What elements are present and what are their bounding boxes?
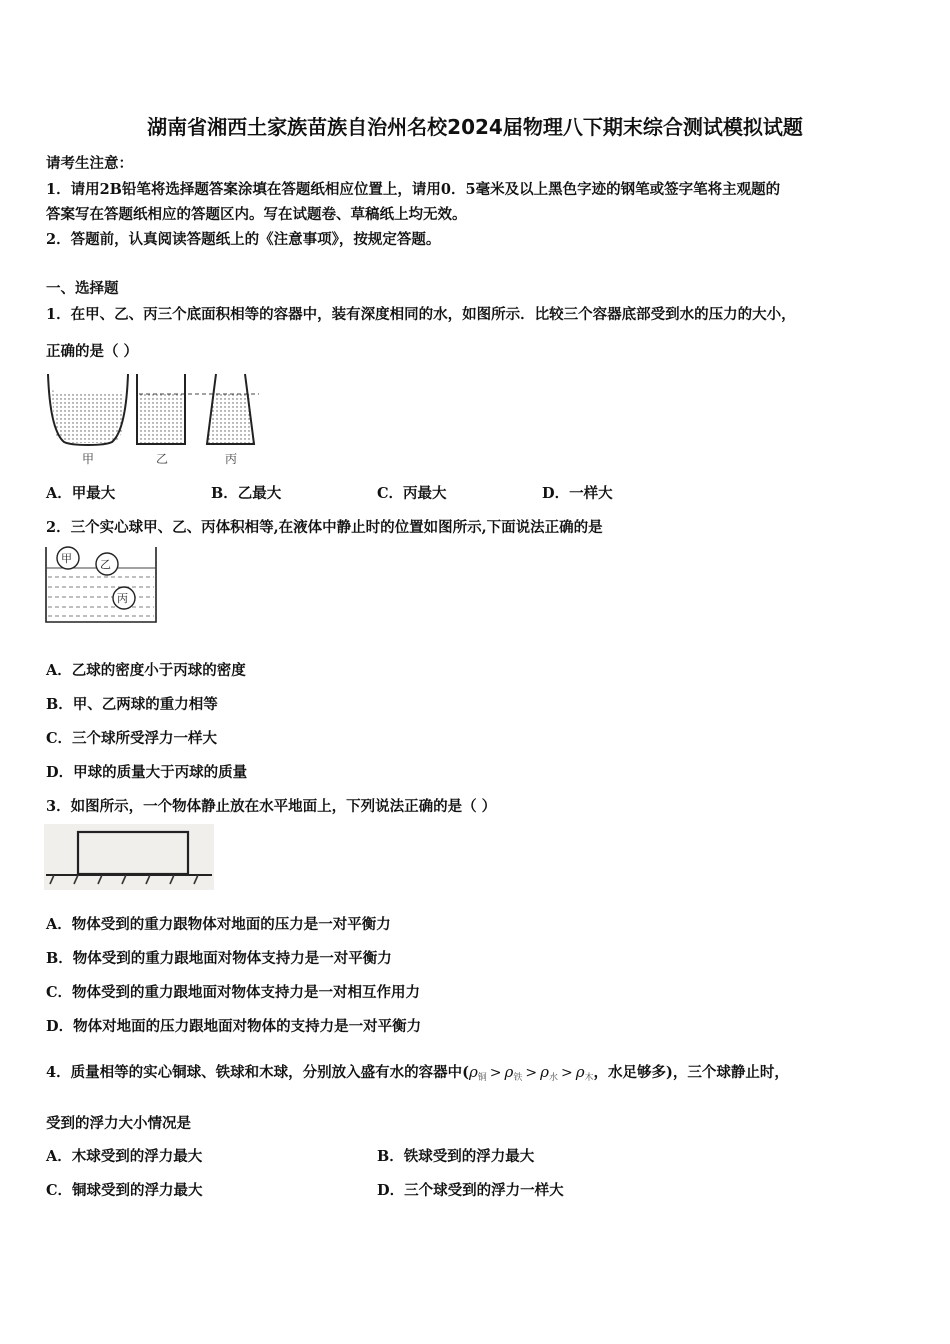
section-heading: 一、选择题	[46, 280, 119, 297]
q4-stem-b: 受到的浮力大小情况是	[46, 1115, 191, 1132]
notice-line-2: 2．答题前，认真阅读答题纸上的《注意事项》，按规定答题。	[46, 231, 441, 248]
q2-label-bing: 丙	[117, 592, 128, 605]
q3-option-a[interactable]: A．物体受到的重力跟物体对地面的压力是一对平衡力	[46, 916, 391, 933]
q4-density-inequality: $\rho_铜 > \rho_铁 > \rho_水 > \rho_木$	[468, 1063, 594, 1083]
q1-option-c[interactable]: C．丙最大	[377, 485, 447, 502]
q2-label-yi: 乙	[100, 558, 111, 571]
q1-label-bing: 丙	[225, 452, 238, 466]
q1-option-a[interactable]: A．甲最大	[46, 485, 116, 502]
q4-stem-pre: 4．质量相等的实心铜球、铁球和木球，分别放入盛有水的容器中(	[46, 1064, 469, 1081]
q4-option-d[interactable]: D．三个球受到的浮力一样大	[377, 1182, 564, 1199]
exam-title: 湖南省湘西土家族苗族自治州名校2024届物理八下期末综合测试模拟试题	[147, 115, 803, 139]
q2-balls-figure	[44, 545, 160, 625]
q3-option-b[interactable]: B．物体受到的重力跟地面对物体支持力是一对平衡力	[46, 950, 392, 967]
q2-stem: 2．三个实心球甲、乙、丙体积相等,在液体中静止时的位置如图所示,下面说法正确的是	[46, 519, 603, 536]
notice-line-1b: 答案写在答题纸相应的答题区内。写在试题卷、草稿纸上均无效。	[46, 206, 467, 223]
q4-stem	[46, 1061, 789, 1083]
q3-option-d[interactable]: D．物体对地面的压力跟地面对物体的支持力是一对平衡力	[46, 1018, 422, 1035]
q1-label-jia: 甲	[82, 452, 95, 466]
q1-option-d[interactable]: D．一样大	[542, 485, 613, 502]
notice-line-1a: 1．请用2B铅笔将选择题答案涂填在答题纸相应位置上，请用0．5毫米及以上黑色字迹的钢笔或签字笔将主观题的	[46, 181, 781, 198]
q1-stem-b: 正确的是（ ）	[46, 343, 139, 360]
q2-option-b[interactable]: B．甲、乙两球的重力相等	[46, 696, 218, 713]
q1-label-yi: 乙	[156, 452, 169, 466]
q3-stem: 3．如图所示，一个物体静止放在水平地面上，下列说法正确的是（ ）	[46, 798, 497, 815]
q2-option-d[interactable]: D．甲球的质量大于丙球的质量	[46, 764, 248, 781]
notice-heading: 请考生注意：	[46, 155, 133, 172]
q4-stem-post: ，水足够多)，三个球静止时，	[593, 1064, 789, 1081]
q2-option-a[interactable]: A．乙球的密度小于丙球的密度	[46, 662, 246, 679]
q4-option-c[interactable]: C．铜球受到的浮力最大	[46, 1182, 203, 1199]
q2-label-jia: 甲	[61, 552, 72, 565]
q3-block-figure	[44, 824, 214, 890]
q2-option-c[interactable]: C．三个球所受浮力一样大	[46, 730, 218, 747]
q3-option-c[interactable]: C．物体受到的重力跟地面对物体支持力是一对相互作用力	[46, 984, 421, 1001]
q4-option-b[interactable]: B．铁球受到的浮力最大	[377, 1148, 535, 1165]
q1-containers-figure	[44, 370, 264, 468]
q1-option-b[interactable]: B．乙最大	[211, 485, 282, 502]
q1-stem-a: 1．在甲、乙、丙三个底面积相等的容器中，装有深度相同的水，如图所示．比较三个容器底部受到水的压力的大小，	[46, 306, 796, 323]
q4-option-a[interactable]: A．木球受到的浮力最大	[46, 1148, 203, 1165]
